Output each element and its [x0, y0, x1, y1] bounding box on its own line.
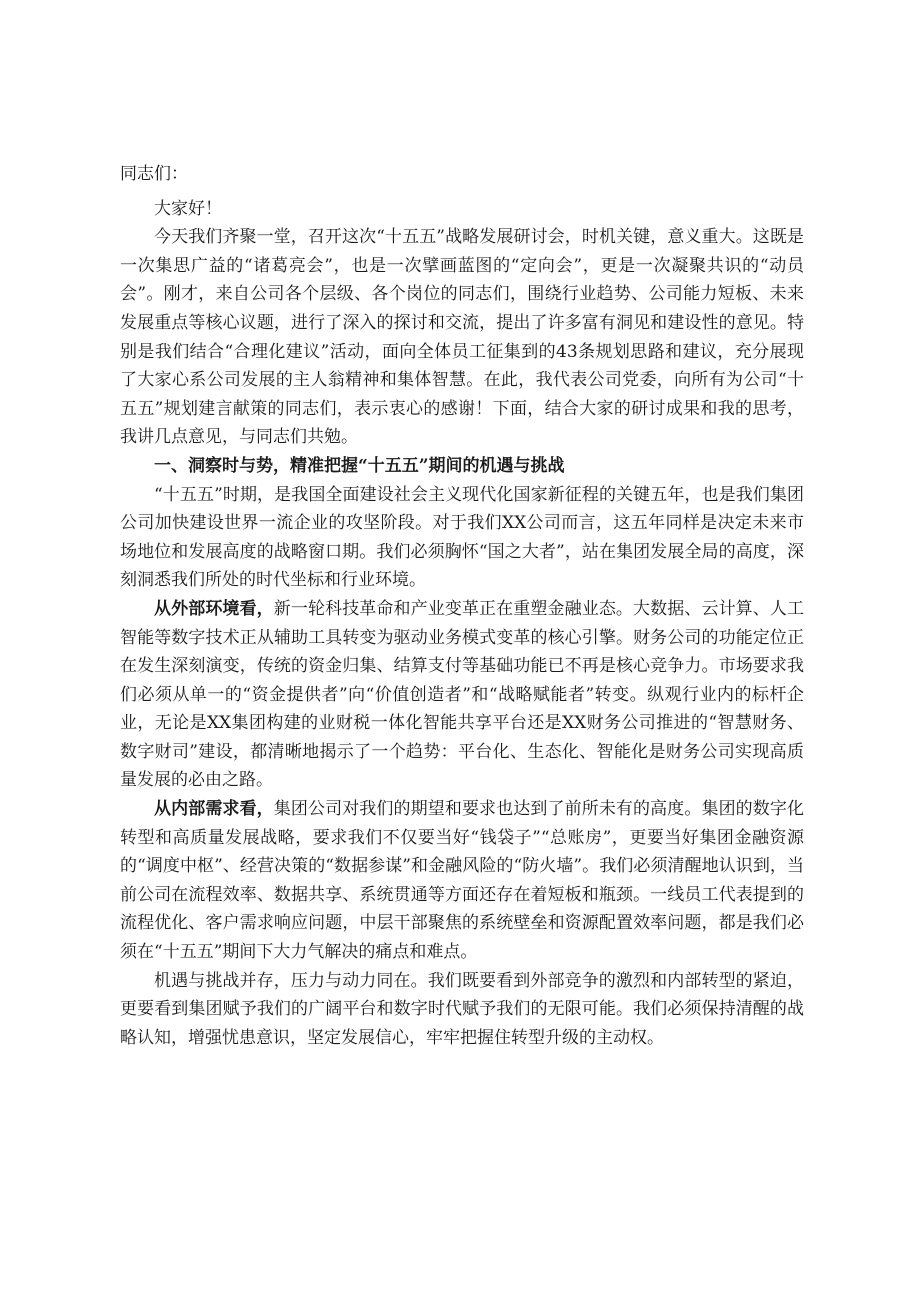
greeting: 大家好！ [154, 198, 222, 219]
external-environment-body: 新一轮科技革命和产业变革正在重塑金融业态。大数据、云计算、人工智能等数字技术正从辅助工具转变为驱动业务模式变革的核心引擎。财务公司的功能定位正在发生深刻演变，传统的资金归集、结算支付等基础功能已不再是核心竞争力。市场要求我们必须从单一的“资金提供者”向“价值创造者”和“战略赋能者”转变。纵观行业内的标杆企业，无论是XX集团构建的业财税一体化智能共享平台还是XX财务公司推进的“智慧财务、数字财司”建设，都清晰地揭示了一个趋势：平台化、生态化、智能化是财务公司实现高质量发展的必由之路。 [120, 598, 805, 791]
external-environment-lead: 从外部环境看， [154, 598, 274, 619]
internal-demand-lead: 从内部需求看， [154, 799, 274, 820]
section-1-heading: 一、洞察时与势，精准把握“十五五”期间的机遇与挑战 [154, 455, 565, 476]
intro-paragraph: 今天我们齐聚一堂，召开这次“十五五”战略发展研讨会，时机关键，意义重大。这既是一次集思广益的“诸葛亮会”，也是一次擘画蓝图的“定向会”，更是一次凝聚共识的“动员会”。刚才，来自公司各个层级、各个岗位的同志们，围绕行业趋势、公司能力短板、未来发展重点等核心议题，进行了深入的探讨和交流，提出了许多富有洞见和建设性的意见。特别是我们结合“合理化建议”活动，面向全体员工征集到的43条规划思路和建议，充分展现了大家心系公司发展的主人翁精神和集体智慧。在此，我代表公司党委，向所有为公司“十五五”规划建言献策的同志们，表示衷心的感谢！下面，结合大家的研讨成果和我的思考，我讲几点意见，与同志们共勉。 [120, 227, 804, 448]
conclusion-paragraph: 机遇与挑战并存，压力与动力同在。我们既要看到外部竞争的激烈和内部转型的紧迫，更要看到集团赋予我们的广阔平台和数字时代赋予我们的无限可能。我们必须保持清醒的战略认知，增强忧患意识，坚定发展信心，牢牢把握住转型升级的主动权。 [120, 970, 804, 1048]
salutation: 同志们： [120, 164, 188, 184]
internal-demand-body: 集团公司对我们的期望和要求也达到了前所未有的高度。集团的数字化转型和高质量发展战略，要求我们不仅要当好“钱袋子”“总账房”，更要当好集团金融资源的“调度中枢”、经营决策的“数据参谋”和金融风险的“防火墙”。我们必须清醒地认识到，当前公司在流程效率、数据共享、系统贯通等方面还存在着短板和瓶颈。一线员工代表提到的流程优化、客户需求响应问题，中层干部聚焦的系统壁垒和资源配置效率问题，都是我们必须在“十五五”期间下大力气解决的痛点和难点。 [120, 799, 805, 963]
internal-demand-paragraph [120, 795, 804, 967]
section-1-period-paragraph: “十五五”时期，是我国全面建设社会主义现代化国家新征程的关键五年，也是我们集团公司加快建设世界一流企业的攻坚阶段。对于我们XX公司而言，这五年同样是决定未来市场地位和发展高度的战略窗口期。我们必须胸怀“国之大者”，站在集团发展全局的高度，深刻洞悉我们所处的时代坐标和行业环境。 [120, 484, 804, 591]
external-environment-paragraph [120, 595, 804, 795]
document-page [120, 160, 804, 1052]
